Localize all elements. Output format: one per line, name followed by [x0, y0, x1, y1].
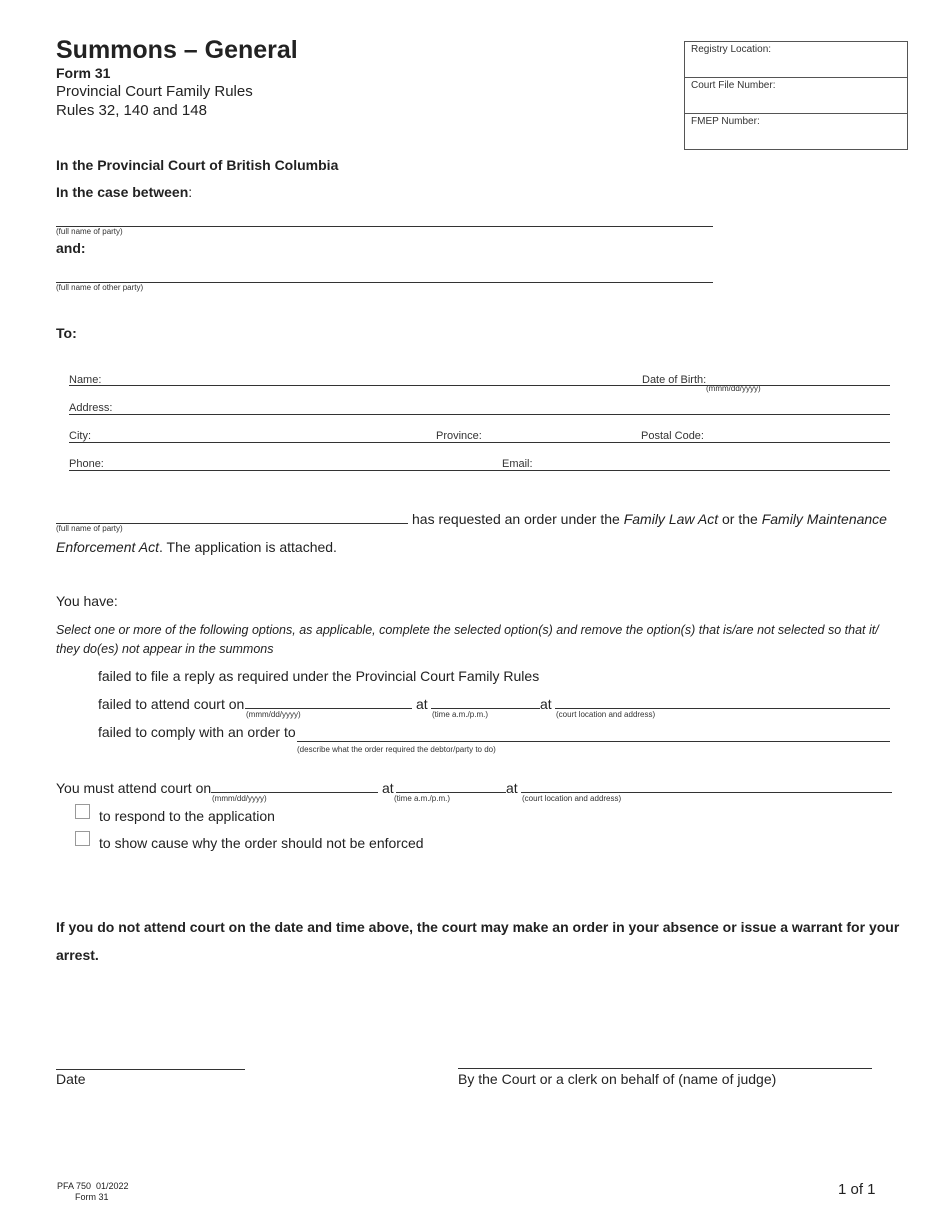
phone-label: Phone:: [69, 458, 104, 470]
request-text-b: or the: [718, 511, 762, 527]
address-field[interactable]: [69, 414, 890, 415]
must-attend-at-2: at: [506, 780, 518, 796]
attend-time-field[interactable]: [431, 708, 540, 709]
family-maintenance-act-cont: Enforcement Act: [56, 539, 159, 555]
to-label: To:: [56, 325, 77, 341]
order-description-field[interactable]: [297, 741, 890, 742]
case-between-text: In the case between: [56, 184, 189, 200]
attend-location-field[interactable]: [555, 708, 890, 709]
must-attend-date-caption: (mmm/dd/yyyy): [212, 794, 267, 803]
party1-caption: (full name of party): [56, 227, 123, 236]
show-cause-checkbox[interactable]: [75, 831, 90, 846]
fmep-number-cell[interactable]: [685, 114, 907, 148]
name-field[interactable]: [69, 385, 890, 386]
court-name: In the Provincial Court of British Columbia: [56, 157, 339, 173]
request-text-c: . The application is attached.: [158, 539, 337, 555]
case-between-colon: :: [188, 184, 193, 200]
option-failed-reply: failed to file a reply as required under the Provincial Court Family Rules: [98, 668, 540, 684]
show-cause-label: to show cause why the order should not be enforced: [99, 835, 424, 851]
city-label: City:: [69, 430, 91, 442]
must-attend-date-field[interactable]: [211, 792, 378, 793]
judge-signature-field[interactable]: [458, 1068, 872, 1069]
attend-at-2: at: [540, 696, 552, 712]
rules-title: Provincial Court Family Rules: [56, 83, 253, 100]
name-label: Name:: [69, 374, 102, 386]
must-attend-at-1: at: [382, 780, 394, 796]
family-maintenance-act: Family Maintenance: [761, 511, 887, 527]
attend-date-caption: (mmm/dd/yyyy): [246, 710, 301, 719]
option-failed-attend: failed to attend court on: [98, 696, 245, 712]
date-signature-field[interactable]: [56, 1069, 245, 1070]
footer-form: Form 31: [75, 1192, 109, 1202]
party2-name-field[interactable]: [56, 282, 713, 283]
must-attend-time-field[interactable]: [396, 792, 506, 793]
province-label: Province:: [436, 430, 482, 442]
respond-label: to respond to the application: [99, 808, 275, 824]
rules-numbers: Rules 32, 140 and 148: [56, 102, 207, 119]
attend-at-1: at: [416, 696, 428, 712]
city-province-postal-field[interactable]: [69, 442, 890, 443]
attend-location-caption: (court location and address): [556, 710, 656, 719]
case-between-label: [56, 184, 192, 200]
instructions-text: Select one or more of the following options, as applicable, complete the selected option(s) and remove the option(s) that is/are not selected so that it/ they do(es) not appear in the summons: [56, 623, 879, 656]
date-label: Date: [56, 1071, 86, 1087]
respond-checkbox[interactable]: [75, 804, 90, 819]
page-title: Summons – General: [56, 36, 298, 64]
order-description-caption: (describe what the order required the debtor/party to do): [297, 745, 496, 754]
registry-box: [684, 41, 908, 150]
must-attend-location-caption: (court location and address): [522, 794, 622, 803]
and-label: and:: [56, 240, 86, 256]
postal-code-label: Postal Code:: [641, 430, 704, 442]
request-text-a: has requested an order under the: [412, 511, 624, 527]
party2-caption: (full name of other party): [56, 283, 144, 292]
must-attend-location-field[interactable]: [521, 792, 892, 793]
dob-label: Date of Birth:: [642, 374, 707, 386]
court-file-number-cell[interactable]: [685, 78, 907, 114]
attend-time-caption: (time a.m./p.m.): [432, 710, 489, 719]
request-text-line1: [412, 511, 887, 527]
registry-location-cell[interactable]: [685, 42, 907, 78]
email-label: Email:: [502, 458, 533, 470]
request-text-line2: [56, 539, 337, 555]
fmep-number-label: FMEP Number:: [691, 116, 760, 127]
address-label: Address:: [69, 402, 113, 414]
registry-location-label: Registry Location:: [691, 44, 772, 55]
page-number: 1 of 1: [838, 1181, 876, 1198]
dob-format-caption: (mmm/dd/yyyy): [706, 384, 761, 393]
form-number: Form 31: [56, 65, 111, 81]
requesting-party-caption: (full name of party): [56, 524, 123, 533]
attend-date-field[interactable]: [245, 708, 412, 709]
by-court-label: By the Court or a clerk on behalf of (name of judge): [458, 1071, 777, 1087]
must-attend-time-caption: (time a.m./p.m.): [394, 794, 451, 803]
party1-name-field[interactable]: [56, 226, 713, 227]
footer-code: PFA 750 01/2022: [57, 1181, 129, 1191]
phone-email-field[interactable]: [69, 470, 890, 471]
family-law-act: Family Law Act: [623, 511, 719, 527]
court-file-number-label: Court File Number:: [691, 80, 776, 91]
you-have-label: You have:: [56, 593, 118, 609]
warning-text: If you do not attend court on the date and time above, the court may make an order in your absence or issue a warrant for your arrest.: [56, 919, 900, 963]
option-failed-comply: failed to comply with an order to: [98, 724, 296, 740]
must-attend-text: You must attend court on: [56, 780, 212, 796]
